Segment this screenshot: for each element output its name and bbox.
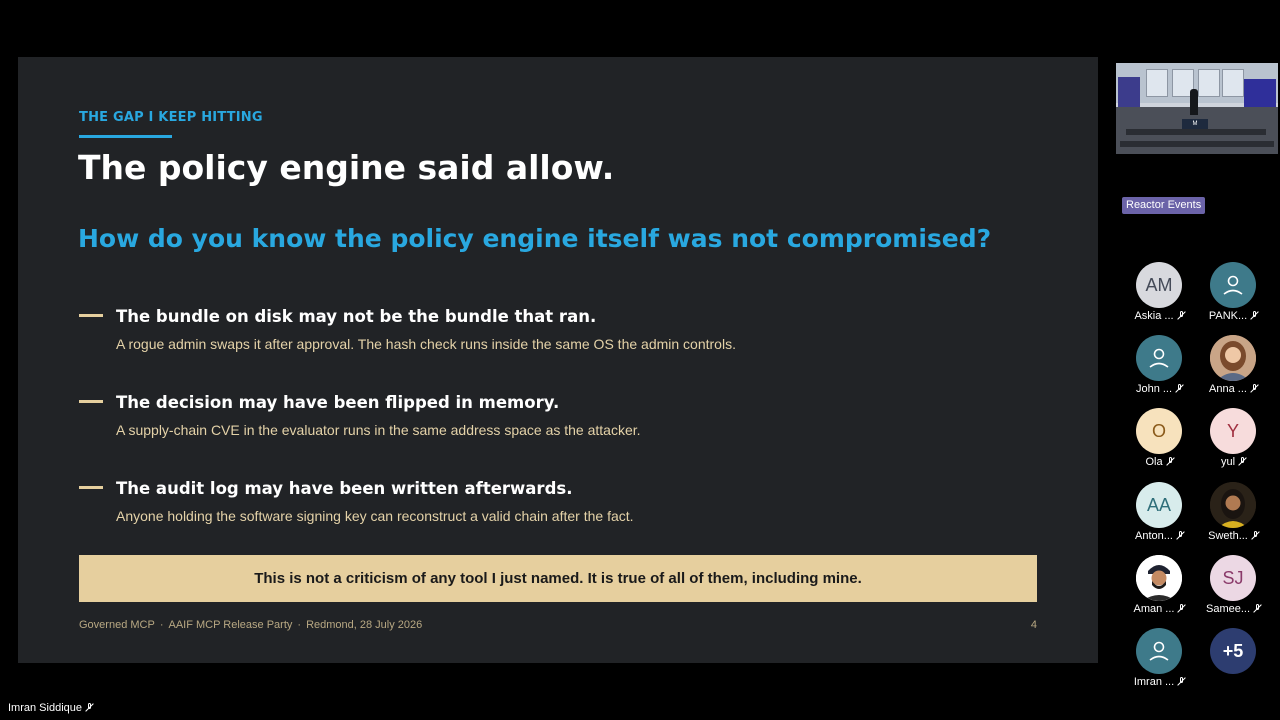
- mic-muted-icon: [1176, 531, 1185, 540]
- participant-name-text: Anna ...: [1209, 383, 1247, 395]
- person-icon: [1147, 639, 1171, 663]
- participant-tile[interactable]: [1199, 408, 1269, 468]
- participant-tile[interactable]: [1199, 335, 1269, 395]
- mic-muted-icon: [1177, 311, 1186, 320]
- presentation-slide: [18, 57, 1098, 663]
- video-presenter: [1190, 89, 1198, 115]
- participant-tile[interactable]: [1125, 628, 1195, 688]
- avatar: [1136, 482, 1182, 528]
- avatar: [1210, 555, 1256, 601]
- room-camera-video[interactable]: [1116, 63, 1278, 154]
- slide-page-number: 4: [1030, 619, 1037, 631]
- participant-name: [1199, 456, 1269, 468]
- bullet-dash: [79, 314, 103, 317]
- person-icon: [1147, 346, 1171, 370]
- presenter-name-text: Imran Siddique: [8, 702, 82, 714]
- avatar: [1136, 628, 1182, 674]
- avatar: [1210, 262, 1256, 308]
- video-window: [1146, 69, 1168, 97]
- participant-name: [1199, 310, 1269, 322]
- participant-name-text: Anton...: [1135, 530, 1173, 542]
- participant-tile[interactable]: [1199, 262, 1269, 322]
- bullet-body: A supply-chain CVE in the evaluator runs in the same address space as the attacker.: [116, 422, 641, 438]
- footer-location-date: Redmond, 28 July 2026: [306, 619, 423, 631]
- participant-tile[interactable]: [1125, 262, 1195, 322]
- avatar-photo: [1136, 555, 1182, 601]
- footer-separator: ·: [159, 619, 164, 631]
- participant-name: [1125, 310, 1195, 322]
- avatar-initials: Y: [1226, 420, 1239, 441]
- mic-muted-icon: [1166, 457, 1175, 466]
- slide-title: The policy engine said allow.: [78, 148, 615, 187]
- presenter-name-label: [8, 702, 94, 714]
- avatar-photo: [1210, 335, 1256, 381]
- person-icon: [1221, 273, 1245, 297]
- bullet-body: A rogue admin swaps it after approval. The hash check runs inside the same OS the admin controls.: [116, 336, 736, 352]
- participant-name: [1199, 603, 1269, 615]
- video-desk: [1126, 129, 1266, 135]
- participant-tile[interactable]: [1199, 555, 1269, 615]
- mic-muted-icon: [1177, 604, 1186, 613]
- participant-name-text: Sweth...: [1208, 530, 1248, 542]
- participant-name: [1199, 383, 1269, 395]
- mic-muted-icon: [1250, 311, 1259, 320]
- participant-name-text: John ...: [1135, 383, 1173, 395]
- participant-tile[interactable]: [1125, 408, 1195, 468]
- bullet-dash: [79, 400, 103, 403]
- bullet-heading: The audit log may have been written afterwards.: [116, 479, 573, 498]
- avatar: [1136, 408, 1182, 454]
- avatar-initials: O: [1151, 420, 1166, 441]
- mic-muted-icon: [1238, 457, 1247, 466]
- bullet-heading: The bundle on disk may not be the bundle that ran.: [116, 307, 597, 326]
- video-screen-right: [1244, 79, 1276, 107]
- participant-name-text: Aman ...: [1133, 603, 1175, 615]
- reactor-events-label: Reactor Events: [1122, 197, 1205, 214]
- mic-muted-icon: [1253, 604, 1262, 613]
- avatar-initials: AM: [1145, 274, 1173, 295]
- mic-muted-icon: [85, 703, 94, 712]
- mic-muted-icon: [1175, 384, 1184, 393]
- callout-banner: This is not a criticism of any tool I just named. It is true of all of them, including mine.: [79, 555, 1037, 602]
- video-screen-left: [1118, 77, 1140, 107]
- avatar: [1210, 408, 1256, 454]
- participant-name-text: Ola: [1145, 456, 1163, 468]
- video-window: [1222, 69, 1244, 97]
- participant-name: [1125, 530, 1195, 542]
- participant-name-text: yul: [1220, 456, 1236, 468]
- bullet-body: Anyone holding the software signing key can reconstruct a valid chain after the fact.: [116, 508, 634, 524]
- eyebrow-underline: [79, 135, 172, 138]
- slide-eyebrow: THE GAP I KEEP HITTING: [79, 110, 263, 125]
- participant-tile[interactable]: [1125, 335, 1195, 395]
- participant-name: [1125, 456, 1195, 468]
- video-desk: [1120, 141, 1274, 147]
- participant-name-text: Imran ...: [1133, 676, 1175, 688]
- profile-photo-icon: [1210, 482, 1256, 528]
- slide-question: How do you know the policy engine itself was not compromised?: [78, 224, 992, 253]
- avatar: [1136, 335, 1182, 381]
- participant-name-text: Samee...: [1205, 603, 1251, 615]
- participant-name: [1125, 603, 1195, 615]
- participant-name-text: Askia ...: [1134, 310, 1174, 322]
- mic-muted-icon: [1251, 531, 1260, 540]
- participant-tile[interactable]: [1199, 482, 1269, 542]
- video-window: [1198, 69, 1220, 97]
- bullet-heading: The decision may have been flipped in memory.: [116, 393, 560, 412]
- participant-tile[interactable]: [1125, 555, 1195, 615]
- avatar: [1136, 262, 1182, 308]
- profile-photo-icon: [1210, 335, 1256, 381]
- avatar-photo: [1210, 482, 1256, 528]
- footer-event: AAIF MCP Release Party: [168, 619, 293, 631]
- mic-muted-icon: [1177, 677, 1186, 686]
- participant-name: [1125, 676, 1195, 688]
- bullet-dash: [79, 486, 103, 489]
- footer-product: Governed MCP: [79, 619, 155, 631]
- slide-footer: [79, 619, 422, 631]
- footer-separator: ·: [297, 619, 302, 631]
- profile-photo-icon: [1136, 555, 1182, 601]
- participant-name-text: PANK...: [1208, 310, 1248, 322]
- participant-name: [1125, 383, 1195, 395]
- video-logo-badge: M: [1182, 119, 1208, 129]
- participant-tile[interactable]: [1125, 482, 1195, 542]
- avatar-initials: AA: [1146, 494, 1171, 515]
- mic-muted-icon: [1250, 384, 1259, 393]
- more-participants-count: +5: [1210, 628, 1256, 674]
- more-participants-button[interactable]: [1199, 628, 1269, 688]
- avatar-initials: SJ: [1222, 567, 1244, 588]
- participant-name: [1199, 530, 1269, 542]
